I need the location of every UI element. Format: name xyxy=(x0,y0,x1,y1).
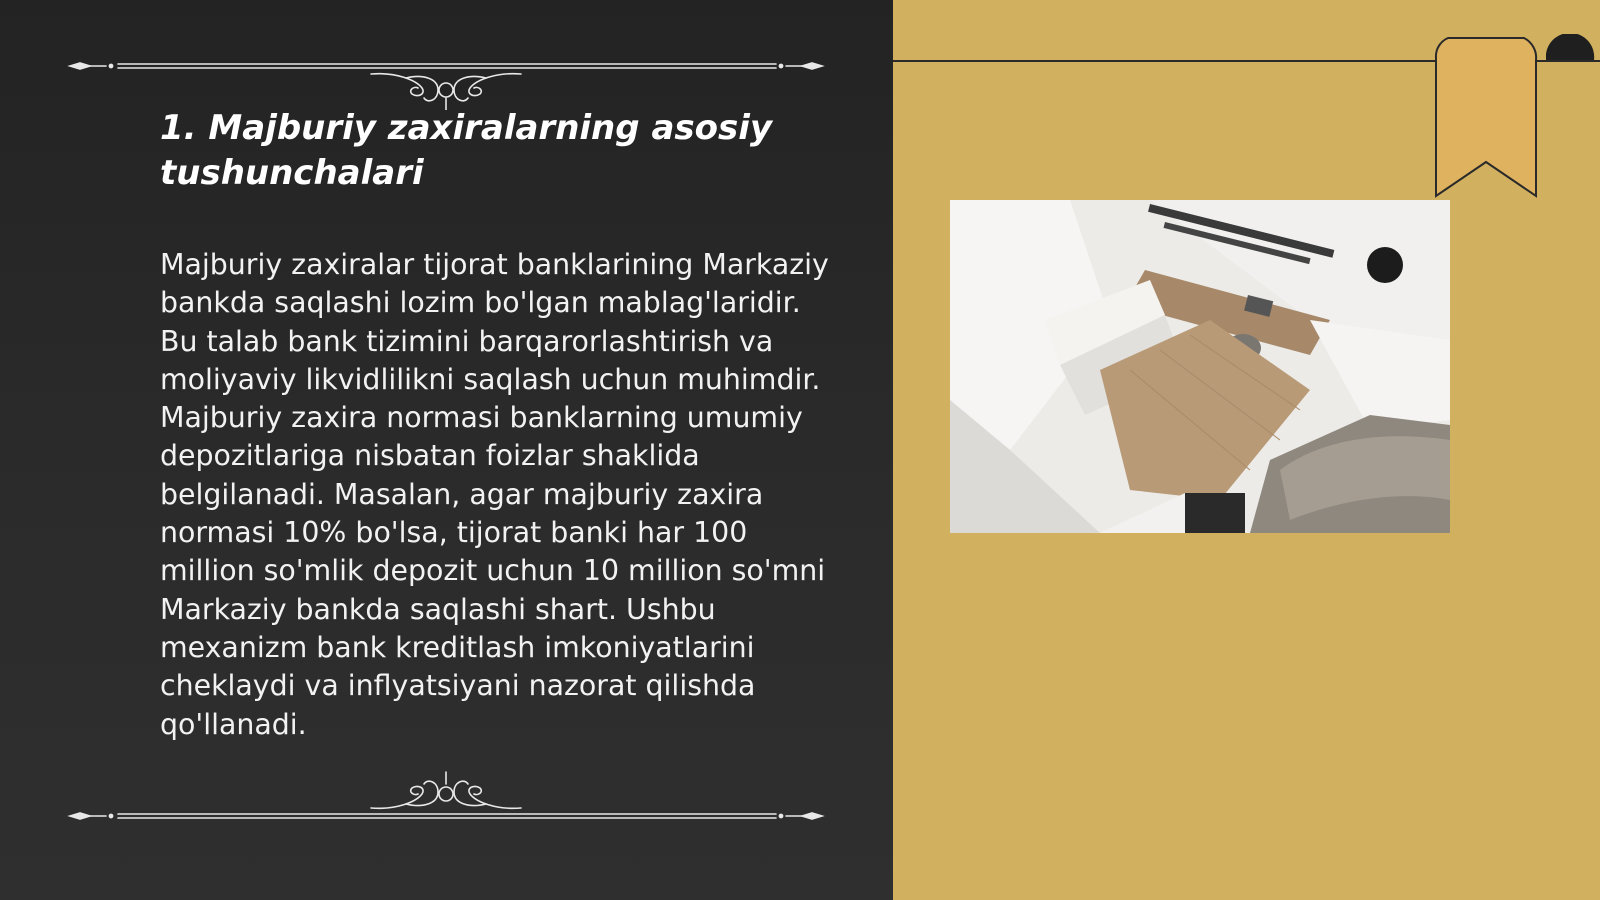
bookmark-ribbon-icon xyxy=(1428,34,1600,202)
slide-body-text: Majburiy zaxiralar tijorat banklarining Markaziy bankda saqlashi lozim bo'lgan mablag'laridir. Bu talab bank tizimini barqarorlashtirish va moliyaviy likvidlilikni saqlash uchun muhimdir. Majburiy zaxira normasi banklarning umumiy depozitlariga nisbatan foizlar shaklida belgilanadi. Masalan, agar majburiy zaxira normasi 10% bo'lsa, tijorat banki har 100 million so'mlik depozit uchun 10 million so'mni Markaziy bankda saqlashi shart. Ushbu mexanizm bank kreditlash imkoniyatlarini cheklaydi va inflyatsiyani nazorat qilishda qo'llanadi. xyxy=(160,248,829,741)
apartment-photo xyxy=(950,200,1450,533)
bottom-ornament-divider-icon xyxy=(66,770,826,830)
apartment-photo-illustration xyxy=(950,200,1450,533)
slide-title: 1. Majburiy zaxiralarning asosiy tushunchalari xyxy=(160,108,773,193)
top-ornament-divider-icon xyxy=(66,50,826,110)
